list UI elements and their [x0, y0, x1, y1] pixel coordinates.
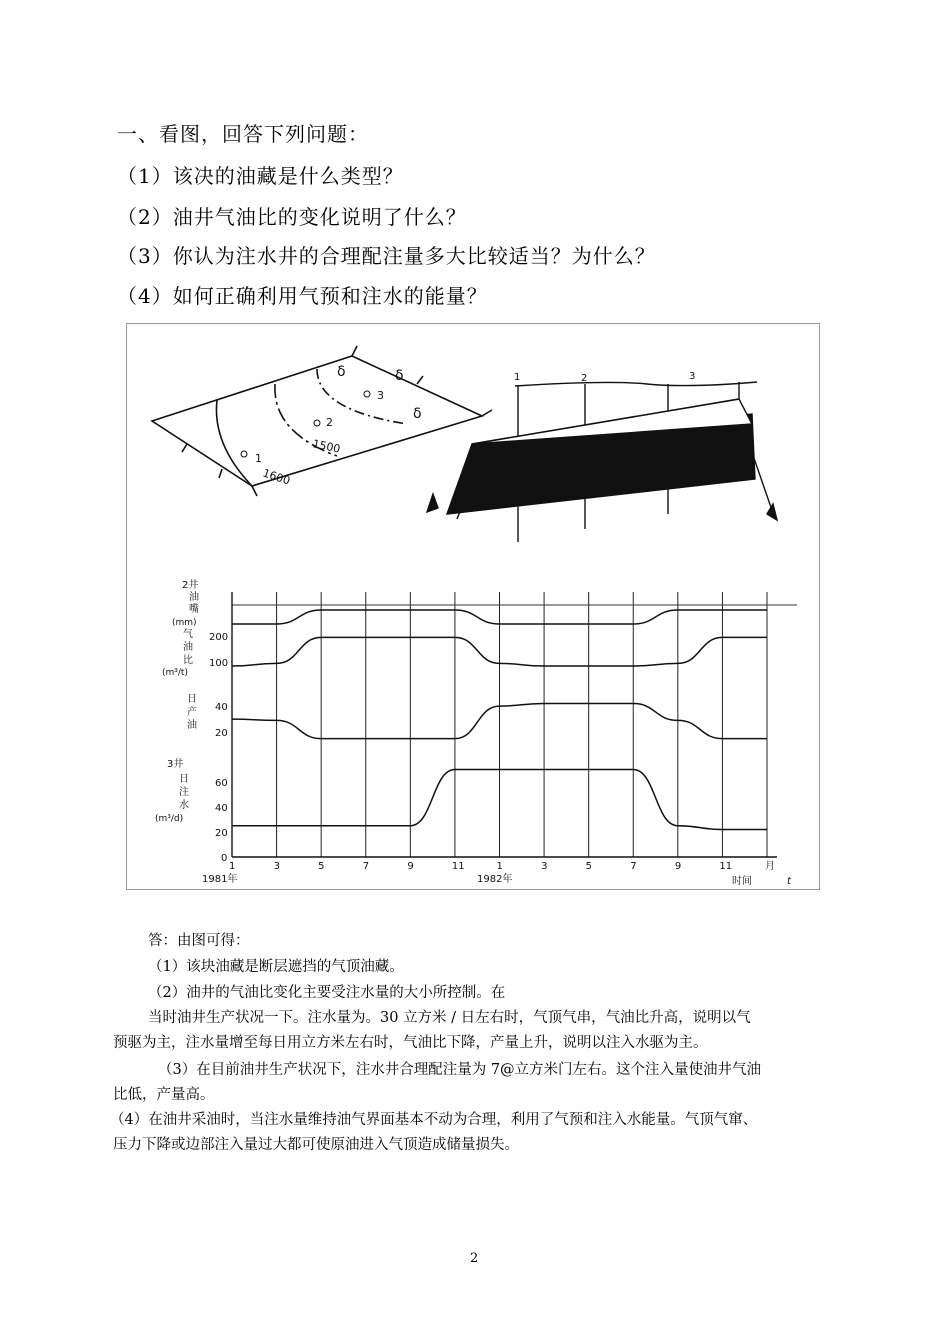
answer-1: （1）该块油藏是断层遮挡的气顶油藏。: [148, 959, 404, 975]
section-well-1: 1: [514, 372, 521, 383]
label-oil-1: 日: [187, 694, 197, 705]
well-label-1: 1: [255, 452, 262, 465]
year-1982: 1982年: [477, 874, 513, 885]
gas-well-symbol: δ: [413, 406, 422, 422]
label-well3: 3井: [167, 759, 184, 770]
label-inj-3: 水: [179, 800, 189, 811]
month-labels: [229, 861, 732, 872]
section-well-2: 2: [581, 373, 588, 384]
well-label-2: 2: [326, 416, 333, 429]
question-1: （1）该决的油藏是什么类型？: [117, 164, 404, 188]
section-well-3: 3: [689, 371, 696, 382]
month-label: 9: [407, 861, 414, 872]
label-nozzle-2: 嘴: [189, 604, 199, 615]
svg-text:δ: δ: [710, 426, 718, 441]
contour-label-1500: 1500: [311, 437, 342, 456]
gas-well-symbol: δ: [395, 368, 404, 384]
figure: [126, 323, 820, 890]
label-nozzle-unit: (mm): [172, 618, 197, 628]
answer-2: （2）油井的气油比变化主要受注水量的大小所控制。在: [148, 985, 506, 1001]
ground-line: [515, 382, 757, 386]
month-label: 11: [719, 861, 733, 872]
answer-2-cont: 当时油井生产状况一下。注水量为。30 立方米 / 日左右时，气顶气串，气油比升高，说明以气: [148, 1010, 751, 1026]
label-oil-3: 油: [187, 720, 197, 731]
label-gor-2: 油: [183, 642, 193, 653]
well-3-marker: [364, 391, 370, 397]
gor-tick-100: 100: [209, 658, 229, 669]
month-label: 1: [496, 861, 503, 872]
oil-tick-20: 20: [215, 728, 228, 739]
month-label: 11: [451, 861, 465, 872]
time-label: 时间: [732, 876, 752, 887]
well-1-marker: [241, 451, 247, 457]
time-symbol: t: [787, 876, 791, 887]
figure-svg: [127, 324, 819, 889]
chart-labels: [155, 578, 228, 864]
month-label: 5: [585, 861, 593, 872]
label-inj-unit: (m³/d): [155, 814, 184, 824]
contour-label-1600: 1600: [261, 466, 292, 488]
label-nozzle-1: 油: [189, 592, 199, 603]
label-gor-unit: (m³/t): [162, 668, 188, 678]
month-label: 9: [674, 861, 682, 872]
answer-intro: 答：由图可得：: [148, 933, 250, 949]
month-label: 5: [318, 861, 325, 872]
question-3: （3）你认为注水井的合理配注量多大比较适当？为什么？: [117, 244, 656, 268]
svg-text:δ: δ: [679, 429, 687, 444]
well-2-marker: [314, 420, 320, 426]
well-label-3: 3: [377, 389, 384, 402]
answer-2-cont2: 预驱为主，注水量增至每日用立方米左右时，气油比下降，产量上升，说明以注入水驱为主。: [113, 1035, 708, 1051]
gor-tick-200: 200: [209, 632, 229, 643]
structure-map: [152, 346, 492, 496]
month-label: 7: [362, 861, 370, 872]
label-oil-2: 产: [187, 707, 197, 718]
time-charts: [155, 578, 797, 887]
inj-tick-60: 60: [215, 778, 228, 789]
question-4: （4）如何正确利用气预和注水的能量？: [117, 284, 488, 308]
page-number: 2: [470, 1251, 479, 1266]
month-unit: 月: [765, 861, 775, 872]
question-2: （2）油井气油比的变化说明了什么？: [117, 205, 467, 229]
answer-3-cont: 比低，产量高。: [113, 1087, 215, 1103]
inj-tick-0: 0: [221, 853, 228, 864]
inj-tick-40: 40: [215, 803, 228, 814]
gas-well-symbol: δ: [337, 364, 346, 380]
label-inj-2: 注: [179, 787, 189, 798]
answer-3: （3）在目前油井生产状况下，注水井合理配注量为 7@立方米门左右。这个注入量使油井气油: [158, 1062, 762, 1078]
question-title: 一、看图，回答下列问题：: [117, 122, 369, 146]
label-gor-3: 比: [183, 655, 193, 666]
month-label: 3: [273, 861, 280, 872]
month-label: 3: [541, 861, 548, 872]
cross-section: [427, 382, 777, 542]
label-well2: 2井: [182, 580, 199, 591]
contour-1600: [216, 400, 252, 486]
year-1981: 1981年: [202, 874, 238, 885]
month-label: 7: [630, 861, 637, 872]
answer-4-cont: 压力下降或边部注入量过大都可使原油进入气顶造成储量损失。: [113, 1137, 519, 1153]
month-label: 1: [229, 861, 236, 872]
label-inj-1: 日: [179, 774, 189, 785]
label-gor-1: 气: [183, 629, 193, 640]
answer-4: （4）在油井采油时，当注水量维持油气界面基本不动为合理，利用了气预和注入水能量。气顶气窜、: [110, 1112, 758, 1128]
oil-tick-40: 40: [215, 702, 228, 713]
inj-tick-20: 20: [215, 828, 228, 839]
